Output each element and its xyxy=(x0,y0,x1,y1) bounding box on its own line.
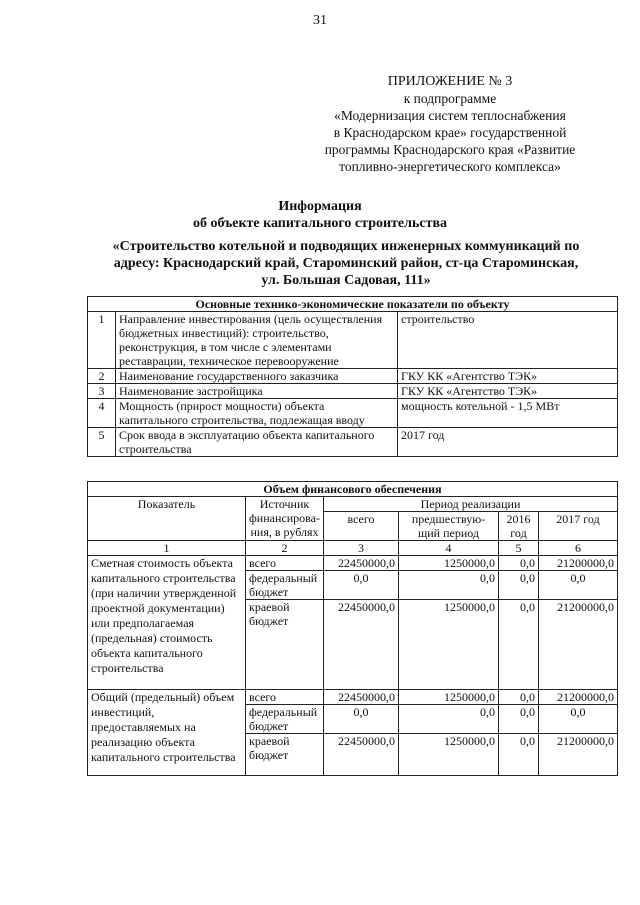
column-header-2016: 2016 год xyxy=(499,512,539,541)
column-header-source: Источник финансирова-ния, в рублях xyxy=(246,497,324,541)
heading-line: об объекте капитального строительства xyxy=(192,216,448,231)
column-header-indicator: Показатель xyxy=(88,497,246,541)
indicator-label: Общий (предельный) объем инвестиций, предоставляемых на реализацию объекта капитального строительства xyxy=(88,690,246,776)
total-cell: 22450000,0 xyxy=(324,690,399,705)
heading-line: Информация xyxy=(278,199,362,214)
y2016-cell: 0,0 xyxy=(499,600,539,690)
total-cell: 0,0 xyxy=(324,571,399,600)
prev-cell: 0,0 xyxy=(399,705,499,734)
row-value: ГКУ КК «Агентство ТЭК» xyxy=(398,369,618,384)
row-label: Наименование застройщика xyxy=(116,384,398,399)
table-row xyxy=(88,690,618,705)
row-label: Наименование государственного заказчика xyxy=(116,369,398,384)
row-number: 3 xyxy=(88,384,116,399)
row-value: 2017 год xyxy=(398,428,618,457)
column-header-prev: предшествую-щий период xyxy=(399,512,499,541)
row-label: Срок ввода в эксплуатацию объекта капитального строительства xyxy=(116,428,398,457)
row-value: ГКУ КК «Агентство ТЭК» xyxy=(398,384,618,399)
prev-cell: 0,0 xyxy=(399,571,499,600)
y2017-cell: 0,0 xyxy=(539,705,618,734)
source-cell: федеральный бюджет xyxy=(246,705,324,734)
table-row xyxy=(88,369,618,384)
y2016-cell: 0,0 xyxy=(499,690,539,705)
appendix-line: топливно-энергетического комплекса» xyxy=(339,159,561,174)
object-name xyxy=(86,238,606,289)
column-number: 3 xyxy=(324,541,399,556)
source-cell: всего xyxy=(246,556,324,571)
prev-cell: 1250000,0 xyxy=(399,734,499,776)
y2016-cell: 0,0 xyxy=(499,556,539,571)
appendix-line: программы Краснодарского края «Развитие xyxy=(324,142,576,157)
object-name-line: «Строительство котельной и подводящих инженерных коммуникаций по xyxy=(112,239,580,254)
row-value: строительство xyxy=(398,312,618,369)
finance-table xyxy=(87,481,618,776)
column-number: 5 xyxy=(499,541,539,556)
appendix-line: «Модернизация систем теплоснабжения xyxy=(334,108,566,123)
total-cell: 0,0 xyxy=(324,705,399,734)
source-cell: краевой бюджет xyxy=(246,600,324,690)
appendix-block xyxy=(300,73,600,175)
column-header-period: Период реализации xyxy=(324,497,618,512)
table-row xyxy=(88,312,618,369)
row-number: 1 xyxy=(88,312,116,369)
prev-cell: 1250000,0 xyxy=(399,600,499,690)
y2016-cell: 0,0 xyxy=(499,734,539,776)
column-header-total: всего xyxy=(324,512,399,541)
table-header-row xyxy=(88,497,618,512)
total-cell: 22450000,0 xyxy=(324,734,399,776)
source-cell: краевой бюджет xyxy=(246,734,324,776)
row-label: Направление инвестирования (цель осуществления бюджетных инвестиций): строительство, реконструкция, в том числе с элементами реставрации, техническое перевооружение xyxy=(116,312,398,369)
y2016-cell: 0,0 xyxy=(499,705,539,734)
table-row xyxy=(88,556,618,571)
appendix-line: к подпрограмме xyxy=(403,91,497,106)
y2017-cell: 0,0 xyxy=(539,571,618,600)
y2017-cell: 21200000,0 xyxy=(539,690,618,705)
table-row xyxy=(88,399,618,428)
document-heading xyxy=(60,198,580,232)
row-number: 4 xyxy=(88,399,116,428)
y2017-cell: 21200000,0 xyxy=(539,734,618,776)
indicators-table xyxy=(87,296,618,457)
y2016-cell: 0,0 xyxy=(499,571,539,600)
page-number: 31 xyxy=(313,13,327,28)
object-name-line: ул. Большая Садовая, 111» xyxy=(261,273,431,288)
y2017-cell: 21200000,0 xyxy=(539,600,618,690)
y2017-cell: 21200000,0 xyxy=(539,556,618,571)
row-label: Мощность (прирост мощности) объекта капитального строительства, подлежащая вводу xyxy=(116,399,398,428)
appendix-title: ПРИЛОЖЕНИЕ № 3 xyxy=(387,74,513,89)
column-number: 6 xyxy=(539,541,618,556)
table-row xyxy=(88,384,618,399)
source-cell: всего xyxy=(246,690,324,705)
indicators-header: Основные технико-экономические показатели по объекту xyxy=(88,297,618,312)
column-header-2017: 2017 год xyxy=(539,512,618,541)
prev-cell: 1250000,0 xyxy=(399,690,499,705)
total-cell: 22450000,0 xyxy=(324,556,399,571)
column-number: 1 xyxy=(88,541,246,556)
finance-header: Объем финансового обеспечения xyxy=(88,482,618,497)
total-cell: 22450000,0 xyxy=(324,600,399,690)
object-name-line: адресу: Краснодарский край, Староминский район, ст-ца Староминская, xyxy=(113,256,579,271)
column-number: 2 xyxy=(246,541,324,556)
row-number: 5 xyxy=(88,428,116,457)
row-number: 2 xyxy=(88,369,116,384)
source-cell: федеральный бюджет xyxy=(246,571,324,600)
prev-cell: 1250000,0 xyxy=(399,556,499,571)
indicator-label: Сметная стоимость объекта капитального строительства (при наличии утвержденной проектной документации) или предполагаемая (предельная) стоимость объекта капитального строительства xyxy=(88,556,246,690)
row-value: мощность котельной - 1,5 МВт xyxy=(398,399,618,428)
column-number-row xyxy=(88,541,618,556)
column-number: 4 xyxy=(399,541,499,556)
table-row xyxy=(88,428,618,457)
appendix-line: в Краснодарском крае» государственной xyxy=(333,125,567,140)
